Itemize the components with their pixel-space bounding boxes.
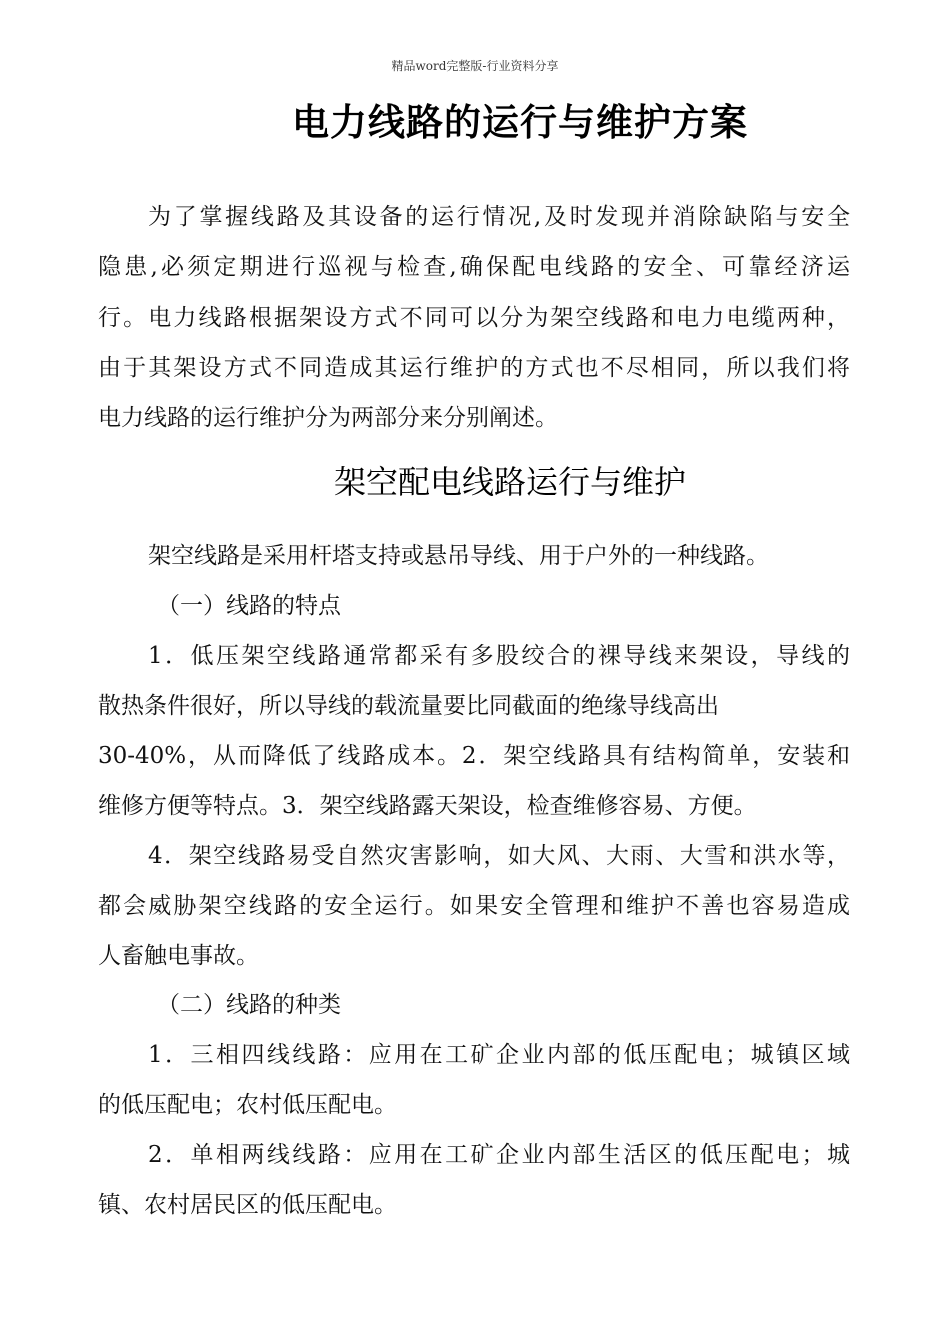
section-title: 架空配电线路运行与维护 bbox=[333, 463, 686, 501]
paragraph-line: 架空线路是采用杆塔支持或悬吊导线、用于户外的一种线路。 bbox=[148, 543, 769, 569]
paragraph-line: 都会威胁架空线路的安全运行。如果安全管理和维护不善也容易造成 bbox=[98, 893, 850, 919]
paragraph-line: 电力线路的运行维护分为两部分来分别阐述。 bbox=[98, 405, 558, 431]
paragraph-line: 人畜触电事故。 bbox=[98, 943, 259, 969]
paragraph-line: 的低压配电；农村低压配电。 bbox=[98, 1092, 397, 1118]
paragraph-line: 2．单相两线线路：应用在工矿企业内部生活区的低压配电；城 bbox=[148, 1142, 850, 1168]
paragraph-line: 维修方便等特点。3．架空线路露天架设，检查维修容易、方便。 bbox=[98, 793, 757, 819]
subsection-heading: （一）线路的特点 bbox=[157, 593, 341, 619]
paragraph-line: 由于其架设方式不同造成其运行维护的方式也不尽相同，所以我们将 bbox=[98, 355, 850, 381]
document-title: 电力线路的运行与维护方案 bbox=[292, 101, 748, 144]
subsection-heading: （二）线路的种类 bbox=[157, 992, 341, 1018]
paragraph-line: 4．架空线路易受自然灾害影响，如大风、大雨、大雪和洪水等， bbox=[148, 843, 850, 869]
paragraph-line: 散热条件很好，所以导线的载流量要比同截面的绝缘导线高出 bbox=[98, 693, 719, 719]
paragraph-line: 行。电力线路根据架设方式不同可以分为架空线路和电力电缆两种， bbox=[98, 305, 850, 331]
paragraph-line: 30-40%，从而降低了线路成本。2．架空线路具有结构简单，安装和 bbox=[98, 743, 850, 769]
paragraph-line: 1．三相四线线路：应用在工矿企业内部的低压配电；城镇区域 bbox=[148, 1042, 850, 1068]
paragraph-line: 镇、农村居民区的低压配电。 bbox=[98, 1192, 397, 1218]
paragraph-line: 隐患,必须定期进行巡视与检查,确保配电线路的安全、可靠经济运 bbox=[98, 254, 850, 280]
page-header: 精品word完整版-行业资料分享 bbox=[391, 59, 559, 73]
paragraph-line: 为了掌握线路及其设备的运行情况,及时发现并消除缺陷与安全 bbox=[148, 204, 850, 230]
paragraph-line: 1．低压架空线路通常都采有多股绞合的裸导线来架设，导线的 bbox=[148, 643, 850, 669]
